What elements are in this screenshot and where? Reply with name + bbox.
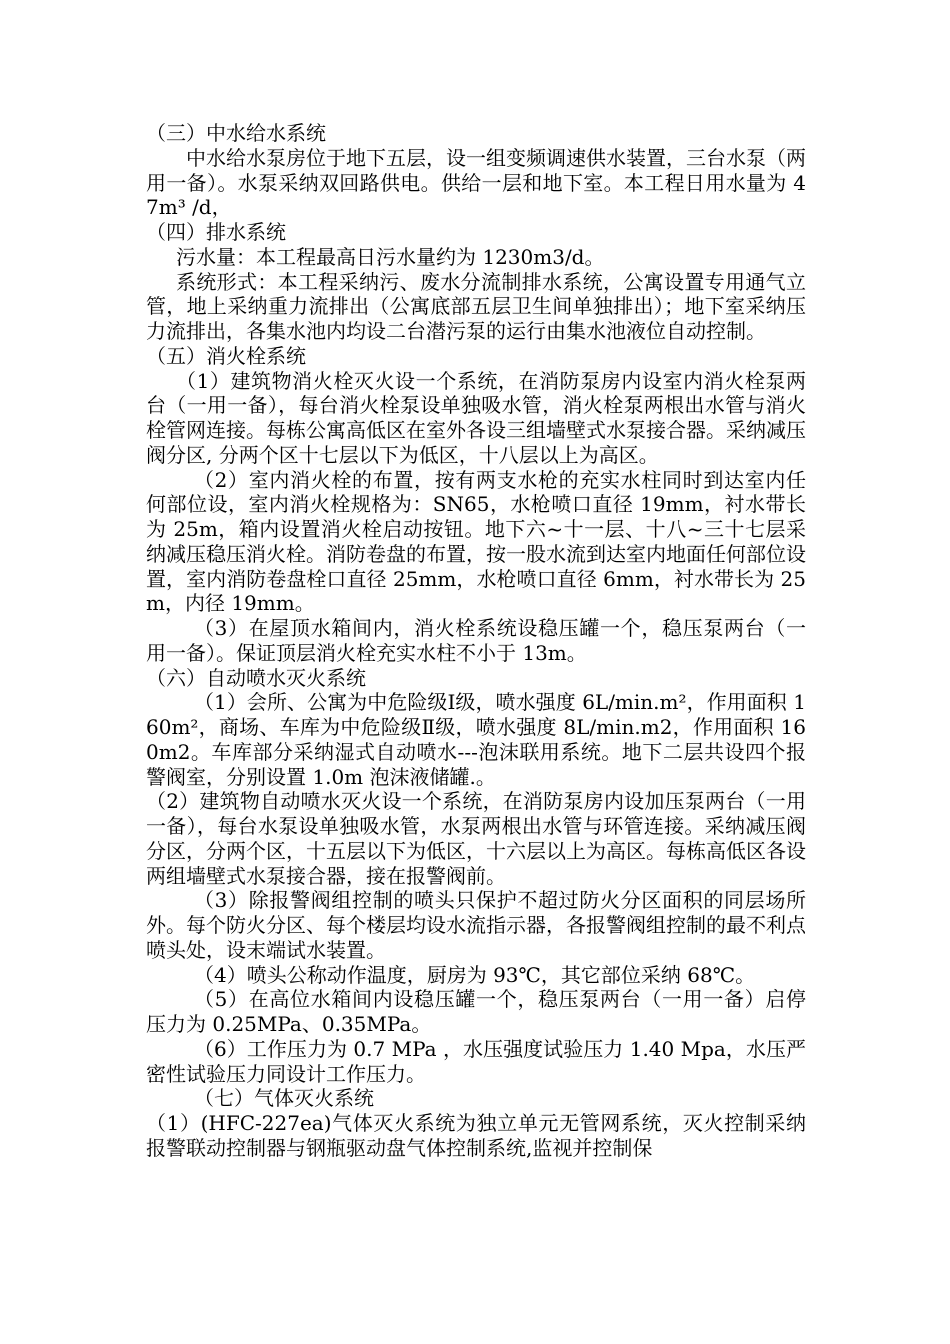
section-heading-hydrant-system: （五）消火栓系统: [146, 343, 306, 368]
paragraph-hydrant-item-2: （2）室内消火栓的布置，按有两支水枪的充实水柱同时到达室内任何部位设，室内消火栓规格为：SN65，水枪喷口直径 19mm，衬水带长为 25m，箱内设置消火栓启动按钮。地下六~十一层、十八~三十七层采纳减压稳压消火栓。消防卷盘的布置，按一股水流到达室内地面任何部位设置，室内消防卷盘栓口直径 25mm，水枪喷口直径 6mm，衬水带长为 25m，内径 19mm。: [146, 467, 806, 616]
paragraph-reclaimed-water-pump-room: 中水给水泵房位于地下五层，设一组变频调速供水装置，三台水泵（两用一备）。水泵采纳双回路供电。供给一层和地下室。本工程日用水量为 47m³ /d，: [146, 145, 806, 220]
section-heading-drainage: （四）排水系统: [146, 220, 286, 244]
paragraph-system-form: 系统形式：本工程采纳污、废水分流制排水系统，公寓设置专用通气立管，地上采纳重力流排出（公寓底部五层卫生间单独排出）；地下室采纳压力流排出，各集水池内均设二台潜污泵的运行由集水池液位自动控制。: [146, 269, 806, 343]
section-heading-reclaimed-water-supply: （三）中水给水系统: [146, 121, 326, 145]
paragraph-sprinkler-item-5: （5）在高位水箱间内设稳压罐一个，稳压泵两台（一用一备）启停压力为 0.25MPa、0.35MPa。: [146, 987, 806, 1036]
paragraph-sprinkler-item-4: （4）喷头公称动作温度，厨房为 93℃，其它部位采纳 68℃。: [194, 962, 756, 987]
section-heading-gas-suppression: （七）气体灭火系统: [194, 1086, 374, 1111]
paragraph-sewage-volume: 污水量：本工程最高日污水量约为 1230m3/d。: [176, 244, 605, 269]
paragraph-sprinkler-item-2: （2）建筑物自动喷水灭火设一个系统，在消防泵房内设加压泵两台（一用一备），每台水泵设单独吸水管，水泵两根出水管与环管连接。采纳减压阀分区，分两个区，十五层以下为低区，十六层以上为高区。每栋高低区各设两组墙壁式水泵接合器，接在报警阀前。: [146, 789, 806, 888]
paragraph-sprinkler-item-6: （6）工作压力为 0.7 MPa ，水压强度试验压力 1.40 Mpa，水压严密性试验压力同设计工作压力。: [146, 1036, 806, 1086]
paragraph-gas-suppression-item-1: （1）(HFC-227ea)气体灭火系统为独立单元无管网系统，灭火控制采纳报警联动控制器与钢瓶驱动盘气体控制系统,监视并控制保: [146, 1111, 806, 1160]
section-heading-sprinkler-system: （六）自动喷水灭火系统: [146, 665, 366, 690]
document-body: [146, 121, 806, 1161]
paragraph-hydrant-item-3: （3）在屋顶水箱间内，消火栓系统设稳压罐一个，稳压泵两台（一用一备）。保证顶层消火栓充实水柱不小于 13m。: [146, 616, 806, 665]
paragraph-hydrant-item-1: （1）建筑物消火栓灭火设一个系统，在消防泵房内设室内消火栓泵两台（一用一备），每台消火栓泵设单独吸水管，消火栓泵两根出水管与消火栓管网连接。每栋公寓高低区在室外各设三组墙壁式水泵接合器。采纳减压阀分区, 分两个区十七层以下为低区，十八层以上为高区。: [146, 368, 806, 467]
paragraph-sprinkler-item-1: （1）会所、公寓为中危险级Ⅰ级，喷水强度 6L/min.m²，作用面积 160m²，商场、车库为中危险级Ⅱ级，喷水强度 8L/min.m2，作用面积 160m2。车库部分采纳湿式自动喷水---泡沫联用系统。地下二层共设四个报警阀室，分别设置 1.0m 泡沫液储罐.。: [146, 690, 806, 789]
paragraph-sprinkler-item-3: （3）除报警阀组控制的喷头只保护不超过防火分区面积的同层场所外。每个防火分区、每个楼层均设水流指示器，各报警阀组控制的最不利点喷头处，设末端试水装置。: [146, 888, 806, 962]
